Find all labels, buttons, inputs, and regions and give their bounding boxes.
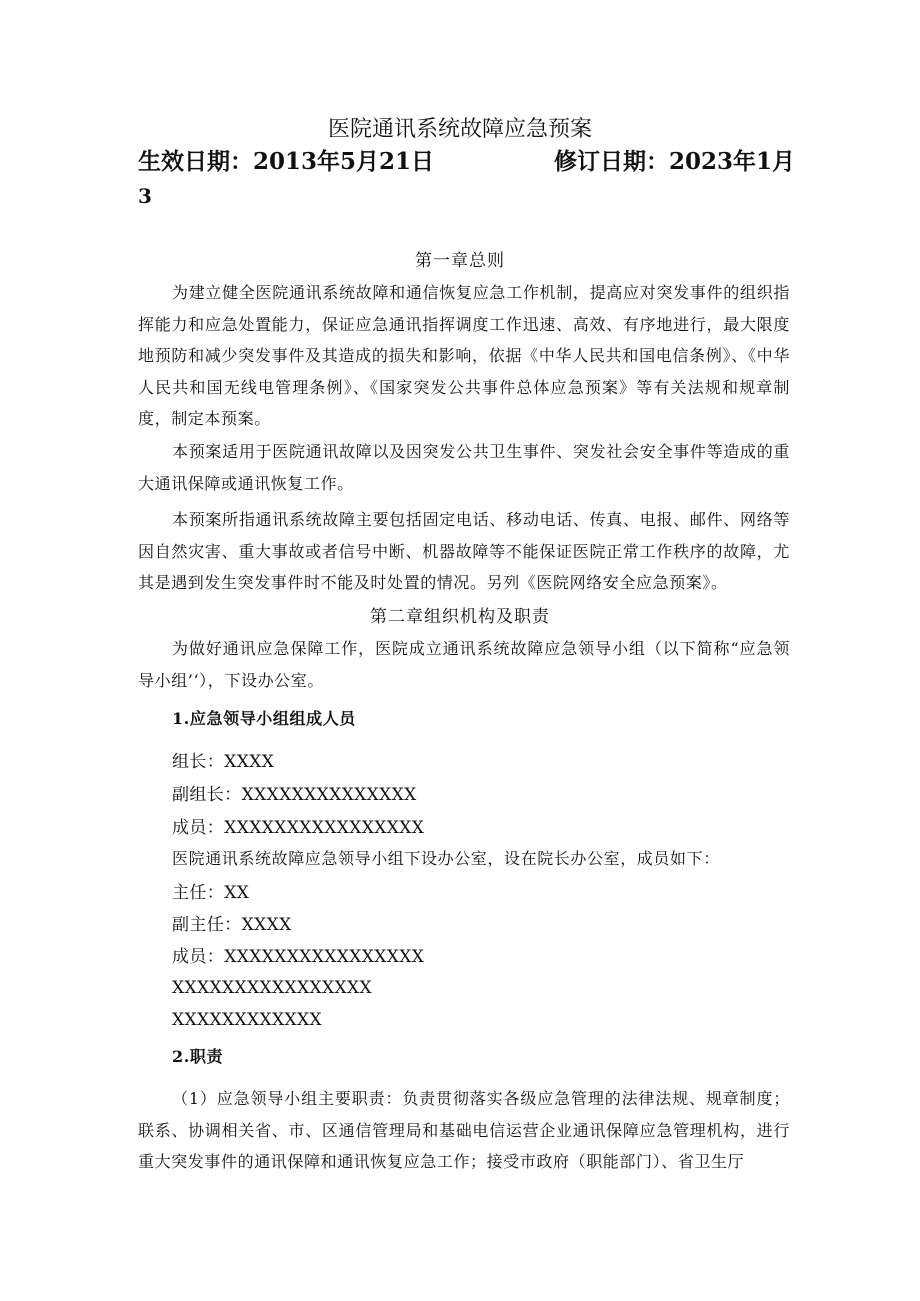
chapter-2-heading: 第二章组织机构及职责 [370, 607, 550, 627]
office-members-continued-1: XXXXXXXXXXXXXXXX [172, 978, 373, 998]
leader-line: 组长：XXXX [172, 752, 275, 772]
chapter-1-heading: 第一章总则 [415, 251, 505, 271]
deputy-director-line: 副主任：XXXX [172, 915, 292, 935]
revised-date: 修订日期：2023年1月 [554, 148, 796, 175]
deputy-leader-line: 副组长：XXXXXXXXXXXXXX [172, 785, 417, 805]
members-line: 成员：XXXXXXXXXXXXXXXX [172, 818, 425, 838]
office-members-continued-2: XXXXXXXXXXXX [172, 1010, 323, 1030]
effective-date: 生效日期：2013年5月21日 [138, 148, 435, 175]
chapter-1-paragraph-3: 本预案所指通讯系统故障主要包括固定电话、移动电话、传真、电报、邮件、网络等因自然灾害、重大事故或者信号中断、机器故障等不能保证医院正常工作秩序的故障，尤其是遇到发生突发事件时不能及时处置的情况。另列《医院网络安全应急预案》。 [138, 510, 790, 592]
dates-line [138, 145, 798, 179]
section-1-title: 1.应急领导小组组成人员 [172, 709, 356, 728]
office-members-line: 成员：XXXXXXXXXXXXXXXX [172, 947, 425, 967]
section-2-title: 2.职责 [172, 1047, 224, 1066]
revised-date-wrap: 3 [138, 184, 152, 208]
chapter-1-paragraph-1: 为建立健全医院通讯系统故障和通信恢复应急工作机制，提高应对突发事件的组织指挥能力和应急处置能力，保证应急通讯指挥调度工作迅速、高效、有序地进行，最大限度地预防和减少突发事件及其造成的损失和影响，依据《中华人民共和国电信条例》、《中华人民共和国无线电管理条例》、《国家突发公共事件总体应急预案》等有关法规和规章制度，制定本预案。 [138, 283, 790, 428]
duty-1-paragraph: （1）应急领导小组主要职责：负责贯彻落实各级应急管理的法律法规、规章制度；联系、协调相关省、市、区通信管理局和基础电信运营企业通讯保障应急管理机构，进行重大突发事件的通讯保障和通讯恢复应急工作；接受市政府（职能部门）、省卫生厅 [138, 1089, 790, 1171]
chapter-2-intro: 为做好通讯应急保障工作，医院成立通讯系统故障应急领导小组（以下简称“应急领导小组’‘），下设办公室。 [138, 639, 790, 690]
chapter-1-paragraph-2: 本预案适用于医院通讯故障以及因突发公共卫生事件、突发社会安全事件等造成的重大通讯保障或通讯恢复工作。 [138, 442, 790, 493]
director-line: 主任：XX [172, 883, 250, 903]
office-intro-line: 医院通讯系统故障应急领导小组下设办公室，设在院长办公室，成员如下： [172, 849, 720, 868]
document-title: 医院通讯系统故障应急预案 [327, 117, 592, 142]
